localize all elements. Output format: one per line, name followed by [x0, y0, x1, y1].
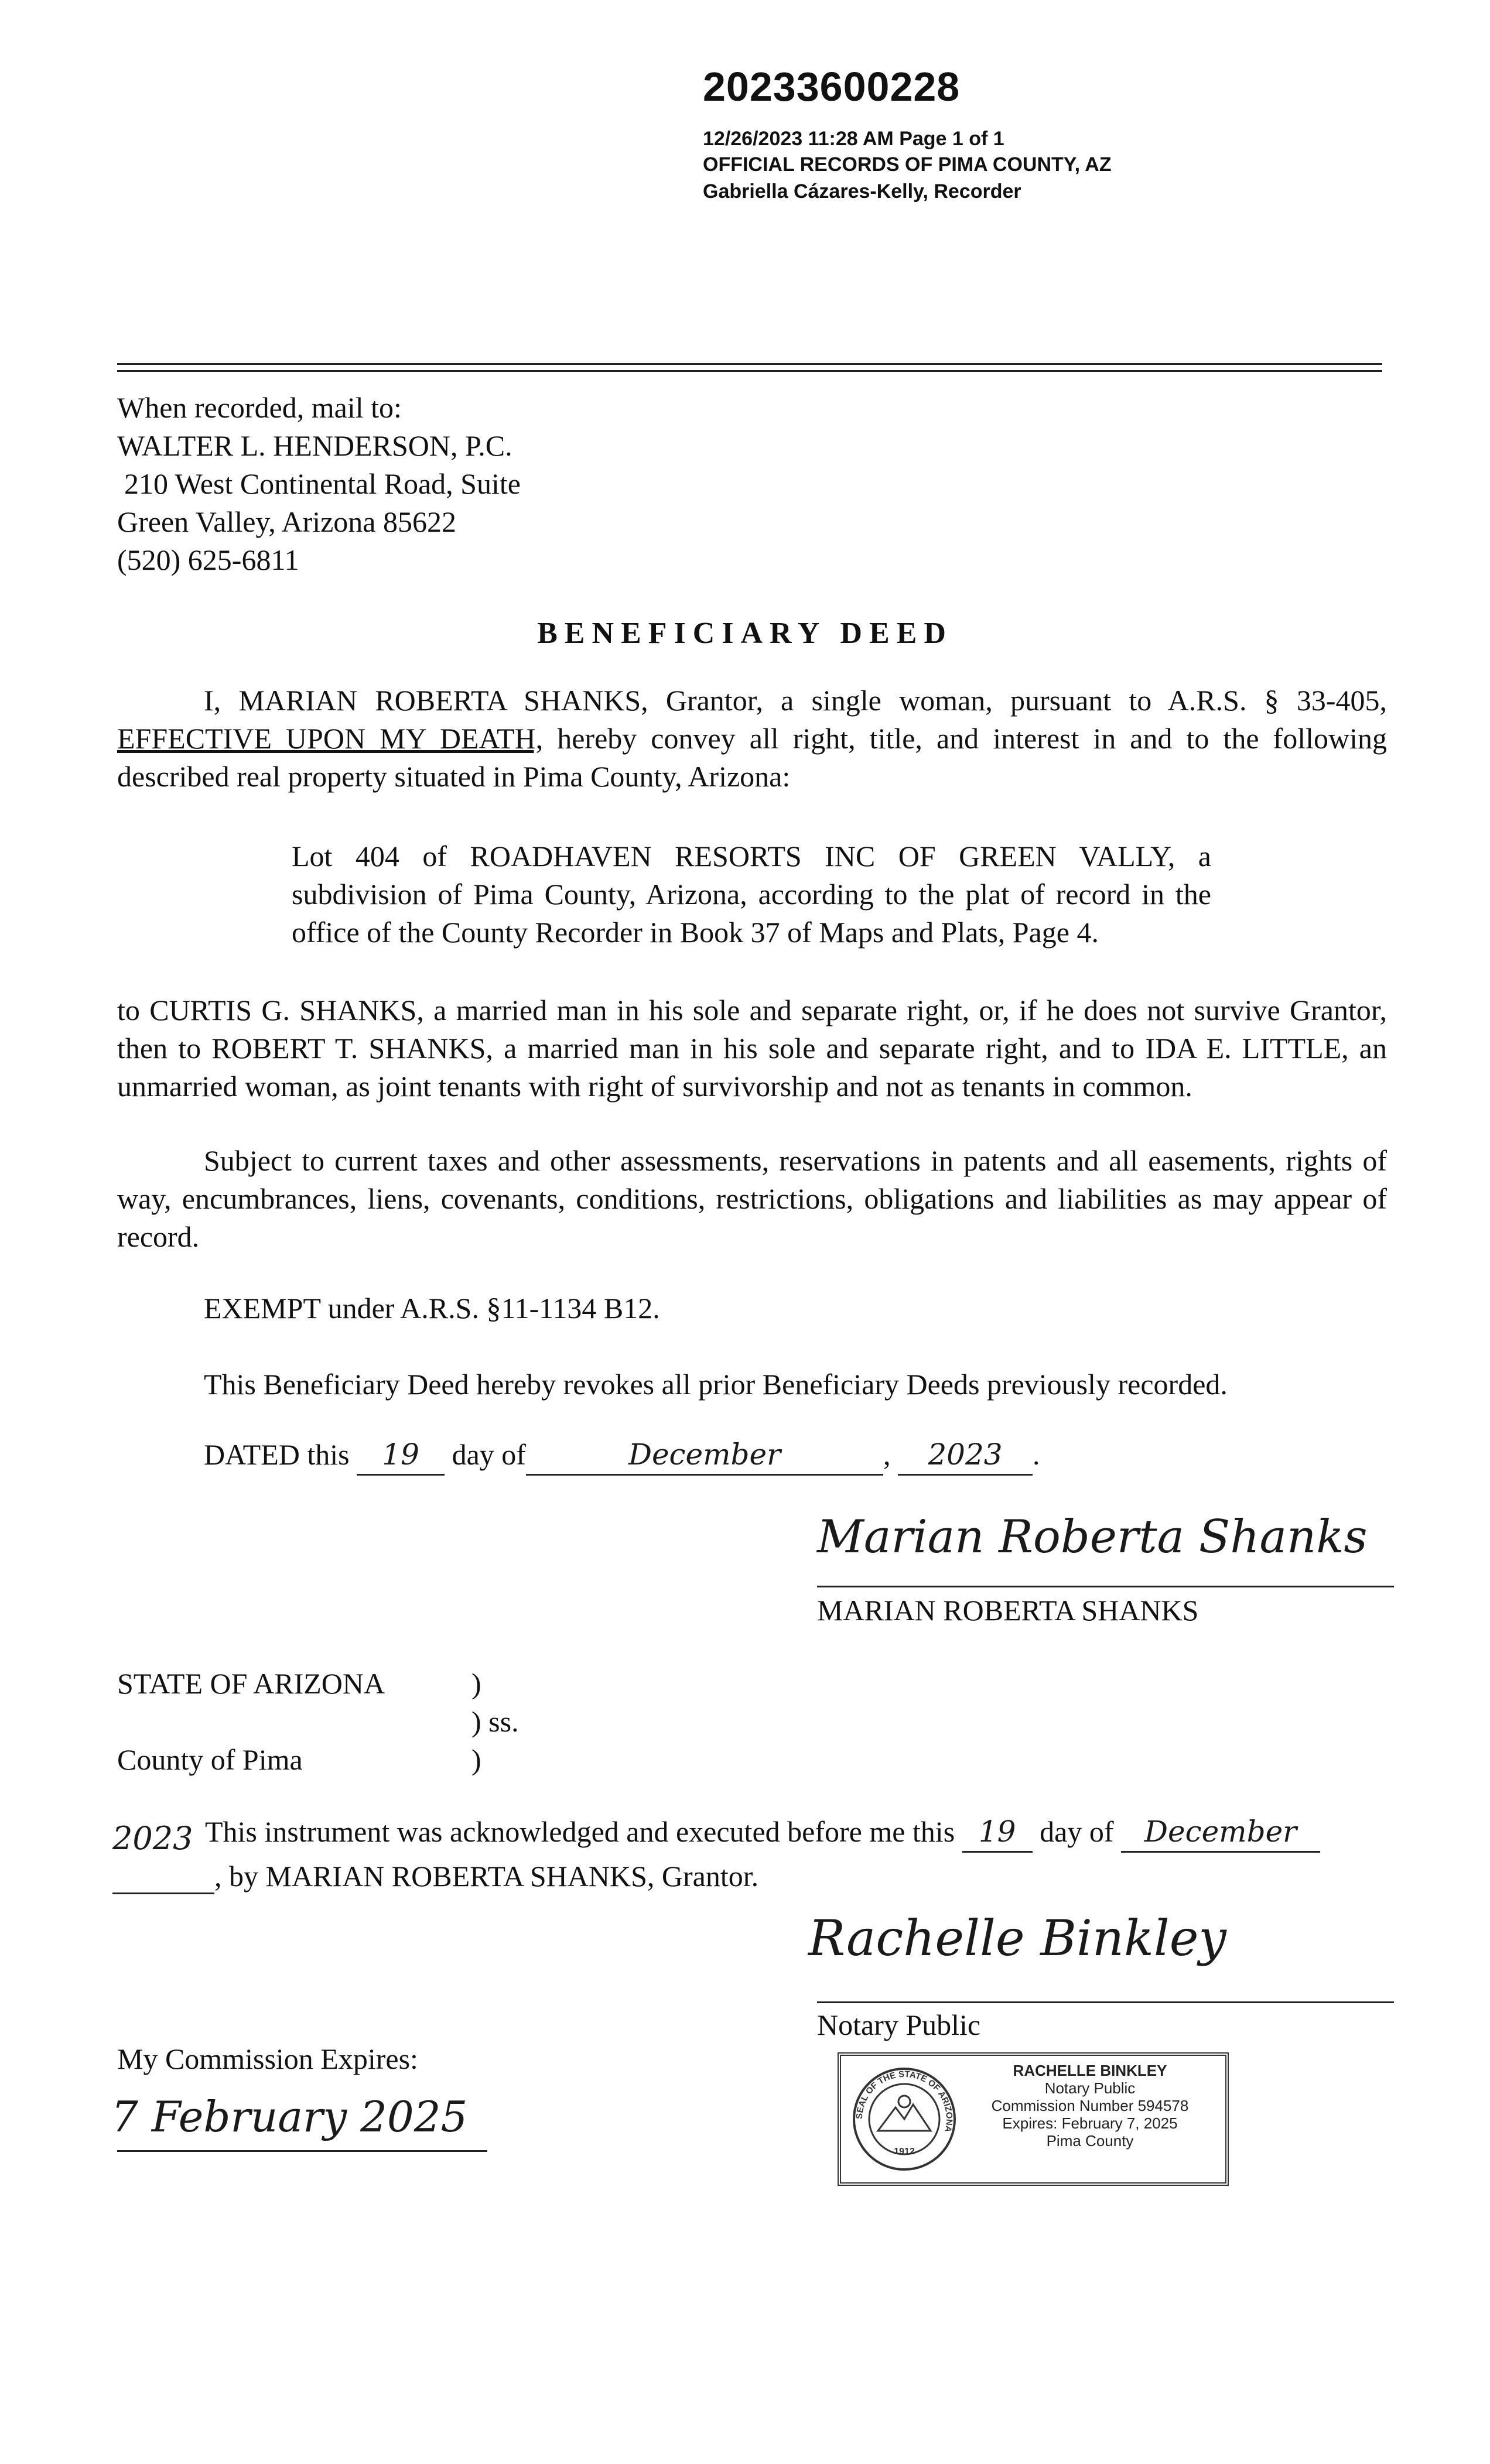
header-divider-top: [117, 363, 1382, 365]
acknowledgment-year-line: [112, 1893, 214, 1894]
grantor-signature-line: [817, 1586, 1394, 1587]
stamp-expiration: Expires: February 7, 2025: [1002, 2114, 1178, 2132]
legal-description: Lot 404 of ROADHAVEN RESORTS INC OF GREEN VALLY, a subdivision of Pima County, Arizona, according to the plat of record in the office of the County Recorder in Book 37 of Maps and Plats, Page 4.: [292, 840, 1211, 949]
venue-county: County of Pima: [117, 1743, 303, 1776]
seal-text: SEAL OF THE STATE OF ARIZONA: [854, 2069, 955, 2133]
notary-signature-line: [817, 2001, 1394, 2003]
venue-ss: ) ss.: [471, 1705, 519, 1738]
mail-to-street: 210 West Continental Road, Suite: [124, 467, 521, 500]
stamp-commission-number: Commission Number 594578: [991, 2097, 1189, 2114]
mail-to-name: WALTER L. HENDERSON, P.C.: [117, 429, 512, 462]
recording-number: 20233600228: [703, 64, 961, 109]
mail-to-phone: (520) 625-6811: [117, 543, 299, 576]
recording-datetime: 12/26/2023 11:28 AM Page 1 of 1: [703, 128, 1004, 150]
mail-to-city: Green Valley, Arizona 85622: [117, 505, 457, 538]
mail-to-block: [117, 389, 521, 579]
state-seal-icon: [852, 2066, 957, 2172]
dated-day-of: day of: [452, 1438, 526, 1471]
stamp-text-block: [958, 2062, 1222, 2150]
commission-expires-label: My Commission Expires:: [117, 2042, 418, 2075]
notary-public-label: Notary Public: [817, 2008, 981, 2041]
venue-paren-3: ): [471, 1743, 481, 1776]
arizona-seal: [852, 2066, 957, 2172]
recorder-name: Gabriella Cázares-Kelly, Recorder: [703, 180, 1021, 203]
subject-to-paragraph: Subject to current taxes and other assessments, reservations in patents and all easements, rights of way, encumbrances, liens, covenants, conditions, restrictions, obligations and liabilities as may appear of record.: [117, 1144, 1387, 1253]
stamp-notary-name: RACHELLE BINKLEY: [1013, 2062, 1167, 2079]
revocation-statement: This Beneficiary Deed hereby revokes all prior Beneficiary Deeds previously recorded.: [204, 1368, 1228, 1401]
stamp-county: Pima County: [1046, 2132, 1134, 2150]
beneficiaries-paragraph: to CURTIS G. SHANKS, a married man in his sole and separate right, or, if he does not survive Grantor, then to ROBERT T. SHANKS, a married man in his sole and separate right, and to IDA E. LITTLE, an unmarried woman, as joint tenants with right of survivorship and not as tenants in common.: [117, 994, 1387, 1103]
dated-day: 19: [357, 1436, 445, 1476]
dated-year: 2023: [898, 1436, 1033, 1476]
notary-stamp: [838, 2052, 1229, 2186]
exempt-statement: EXEMPT under A.R.S. §11-1134 B12.: [204, 1292, 660, 1325]
dated-month: December: [526, 1436, 883, 1476]
header-divider-bottom: [117, 370, 1382, 372]
commission-expires-date: 7 February 2025: [111, 2092, 468, 2141]
acknowledgment-year-handwritten: 2023: [112, 1820, 193, 1857]
grantor-printed-name: MARIAN ROBERTA SHANKS: [817, 1594, 1199, 1627]
grant-text-1: I, MARIAN ROBERTA SHANKS, Grantor, a single woman, pursuant to A.R.S. § 33-405,: [204, 684, 1387, 717]
dated-line: DATED this 19 day of December , 2023 .: [204, 1436, 1040, 1476]
stamp-title: Notary Public: [1044, 2079, 1136, 2097]
mail-to-label: When recorded, mail to:: [117, 391, 402, 424]
notary-signature: Rachelle Binkley: [808, 1909, 1226, 1967]
acknowledgment-day-of: day of: [1040, 1815, 1114, 1848]
venue-paren-1: ): [471, 1667, 481, 1700]
venue-state: STATE OF ARIZONA: [117, 1667, 385, 1700]
grant-paragraph: [117, 682, 1387, 796]
grant-text-2: hereby convey all right, title, and interest in and to the following described real property situated in Pima County, Arizona:: [117, 722, 1387, 793]
seal-year: 1912: [894, 2147, 915, 2157]
acknowledgment-day: 19: [962, 1813, 1033, 1853]
acknowledgment-line-1: [205, 1813, 1320, 1853]
acknowledgment-text-2: , by MARIAN ROBERTA SHANKS, Grantor.: [214, 1860, 759, 1893]
effective-upon-death: EFFECTIVE UPON MY DEATH,: [117, 722, 544, 755]
grantor-signature: Marian Roberta Shanks: [817, 1511, 1368, 1563]
commission-expires-line: [117, 2150, 487, 2152]
acknowledgment-text-1: This instrument was acknowledged and executed before me this: [205, 1815, 955, 1848]
document-title: BENEFICIARY DEED: [537, 617, 953, 650]
acknowledgment-month: December: [1121, 1813, 1320, 1853]
dated-prefix: DATED this: [204, 1438, 350, 1471]
recording-office: OFFICIAL RECORDS OF PIMA COUNTY, AZ: [703, 153, 1112, 176]
